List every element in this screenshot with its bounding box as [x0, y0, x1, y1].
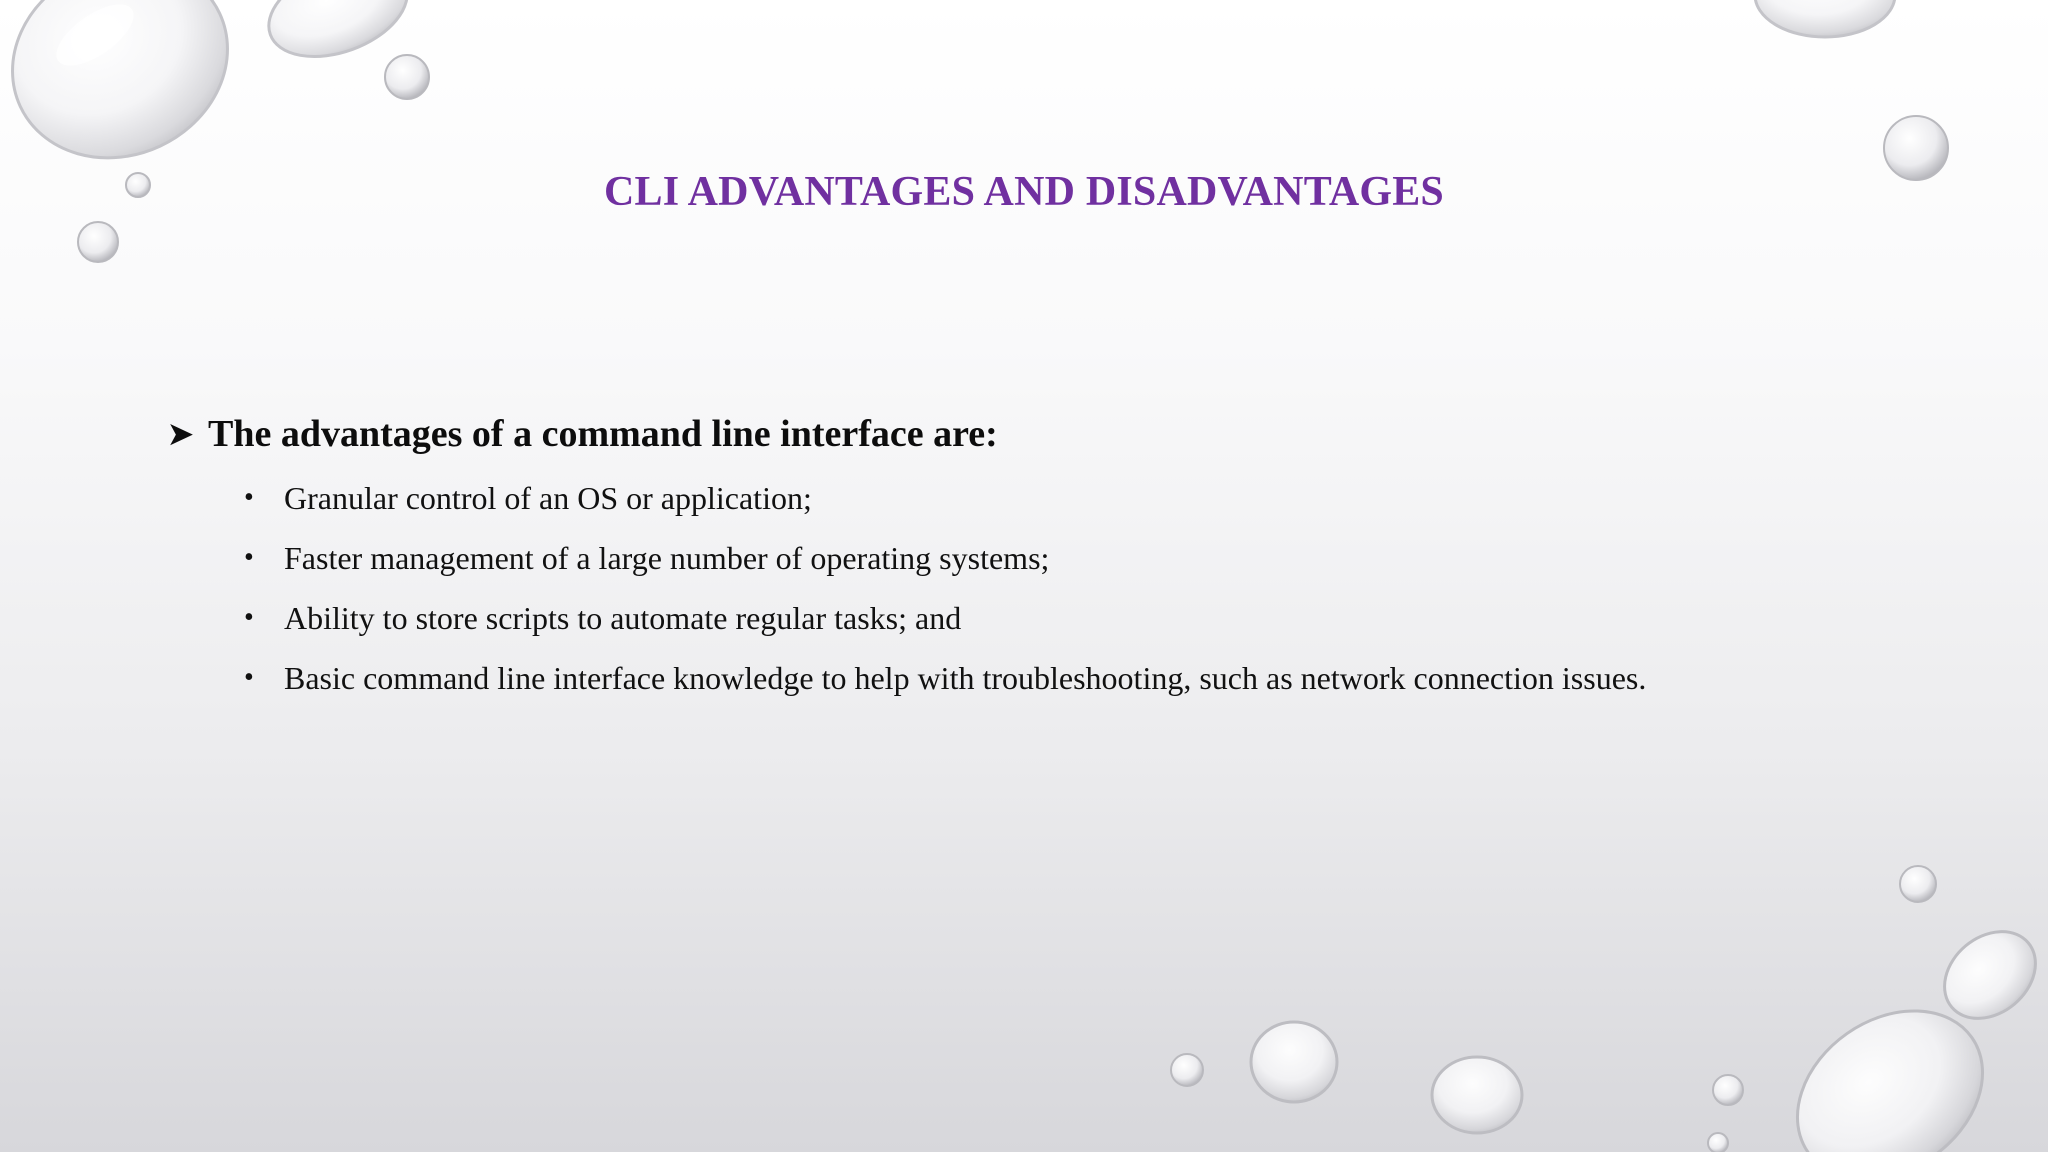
drop [1713, 1075, 1743, 1105]
lead-text: The advantages of a command line interface are: [208, 413, 998, 455]
round-bullet-icon: • [244, 542, 254, 573]
drop [1432, 1057, 1522, 1133]
drop [1171, 1054, 1203, 1086]
drop [1900, 866, 1936, 902]
drop [78, 222, 118, 262]
bullet-list [244, 468, 1968, 708]
list-item-text: Granular control of an OS or application; [284, 479, 812, 516]
slide-content [168, 404, 1968, 708]
list-item [244, 588, 1968, 648]
arrowhead-bullet-icon: ➤ [168, 417, 194, 451]
round-bullet-icon: • [244, 482, 254, 513]
drop [1755, 0, 1895, 37]
list-item-text: Faster management of a large number of operating systems; [284, 539, 1050, 576]
lead-bullet [168, 404, 1968, 464]
drop [0, 0, 260, 193]
drop [1708, 1133, 1728, 1152]
round-bullet-icon: • [244, 662, 254, 693]
list-item-text: Basic command line interface knowledge to help with troubleshooting, such as network connection issues. [284, 659, 1647, 696]
slide-title: CLI ADVANTAGES AND DISADVANTAGES [603, 169, 1444, 215]
drop [385, 55, 429, 99]
round-bullet-icon: • [244, 602, 254, 633]
drop [1251, 1022, 1337, 1102]
list-item [244, 528, 1968, 588]
list-item [244, 468, 1968, 528]
list-item-text: Ability to store scripts to automate regular tasks; and [284, 599, 962, 636]
list-item [244, 648, 1968, 708]
